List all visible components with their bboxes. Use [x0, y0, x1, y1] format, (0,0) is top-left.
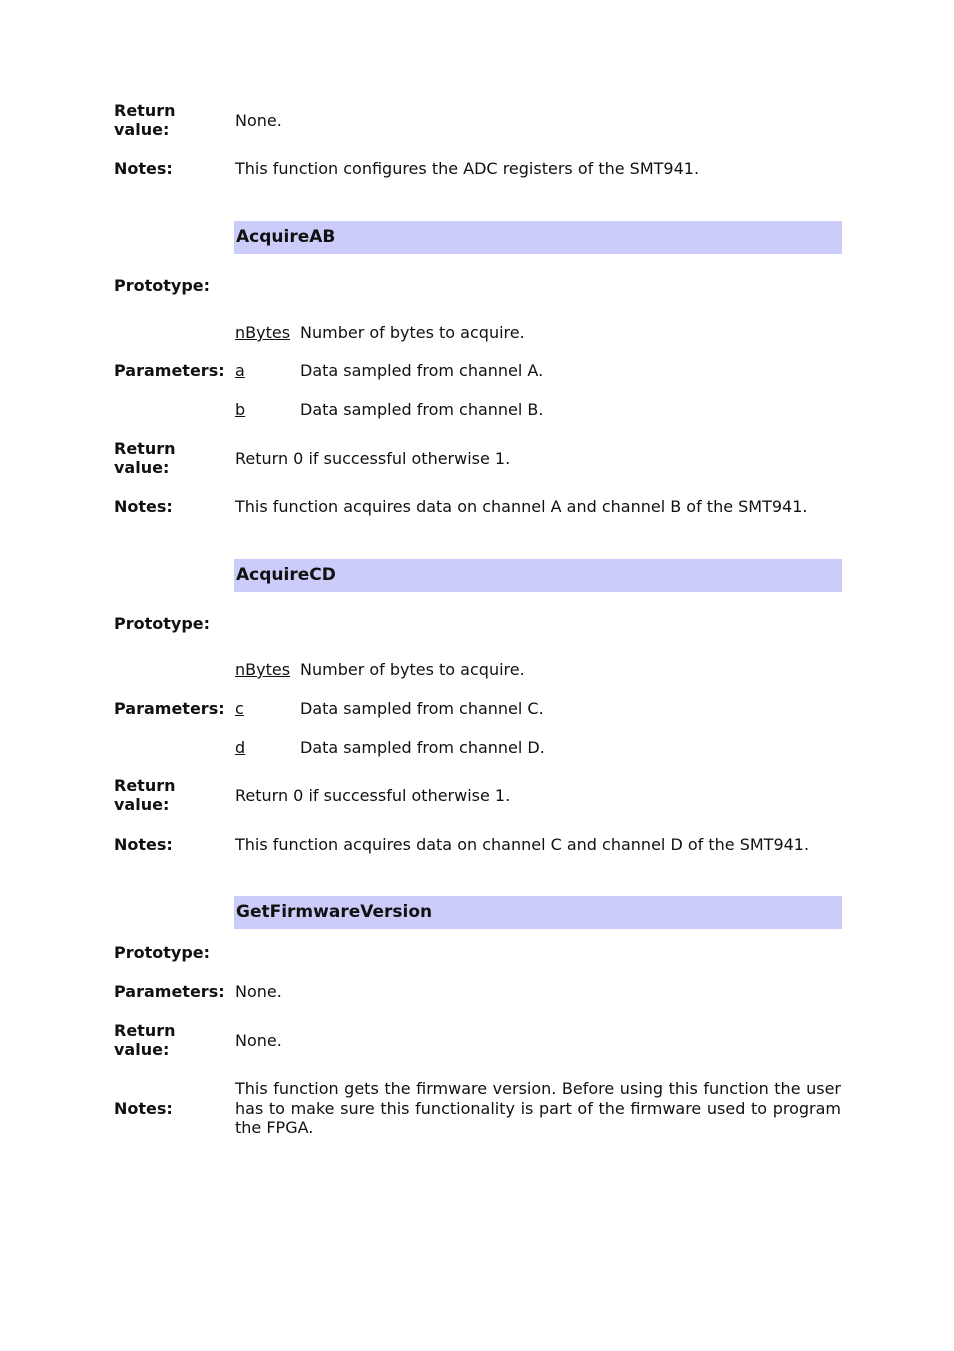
param-desc: Number of bytes to acquire. — [300, 660, 525, 679]
parameters-label: Parameters: — [114, 361, 225, 380]
function-heading-getfirmwareversion: GetFirmwareVersion — [234, 896, 842, 929]
param-name: c — [235, 699, 244, 718]
param-name: nBytes — [235, 323, 291, 342]
notes-label: Notes: — [114, 497, 173, 516]
notes-text: This function configures the ADC registers of the SMT941. — [235, 159, 700, 178]
return-value-label: Return value: — [114, 1021, 176, 1059]
return-value-label: Return value: — [114, 101, 176, 139]
notes-text: This function acquires data on channel A and channel B of the SMT941. — [235, 497, 808, 516]
return-value-label: Return value: — [114, 776, 176, 814]
parameters-label: Parameters: — [114, 699, 225, 718]
prototype-label: Prototype: — [114, 943, 211, 962]
prototype-label: Prototype: — [114, 614, 211, 633]
param-desc: Data sampled from channel A. — [300, 361, 544, 380]
notes-label: Notes: — [114, 1099, 173, 1118]
return-value-text: Return 0 if successful otherwise 1. — [235, 449, 511, 468]
parameters-label: Parameters: — [114, 982, 225, 1001]
param-name: b — [235, 400, 246, 419]
return-value-text: Return 0 if successful otherwise 1. — [235, 786, 511, 805]
notes-label: Notes: — [114, 835, 173, 854]
function-heading-acquirecd: AcquireCD — [234, 559, 842, 592]
return-value-label: Return value: — [114, 439, 176, 477]
param-name: a — [235, 361, 245, 380]
notes-text: This function acquires data on channel C and channel D of the SMT941. — [235, 835, 810, 854]
return-value-text: None. — [235, 111, 282, 130]
parameters-text: None. — [235, 982, 282, 1001]
param-name: nBytes — [235, 660, 291, 679]
param-desc: Data sampled from channel B. — [300, 400, 544, 419]
param-desc: Data sampled from channel D. — [300, 738, 545, 757]
function-heading-acquireab: AcquireAB — [234, 221, 842, 254]
return-value-text: None. — [235, 1031, 282, 1050]
notes-label: Notes: — [114, 159, 173, 178]
prototype-label: Prototype: — [114, 276, 211, 295]
param-desc: Number of bytes to acquire. — [300, 323, 525, 342]
notes-text: This function gets the firmware version. Before using this function the user has to make sure this functionality is part of the firmware used to program the FPGA. — [235, 1079, 841, 1137]
param-name: d — [235, 738, 246, 757]
param-desc: Data sampled from channel C. — [300, 699, 544, 718]
